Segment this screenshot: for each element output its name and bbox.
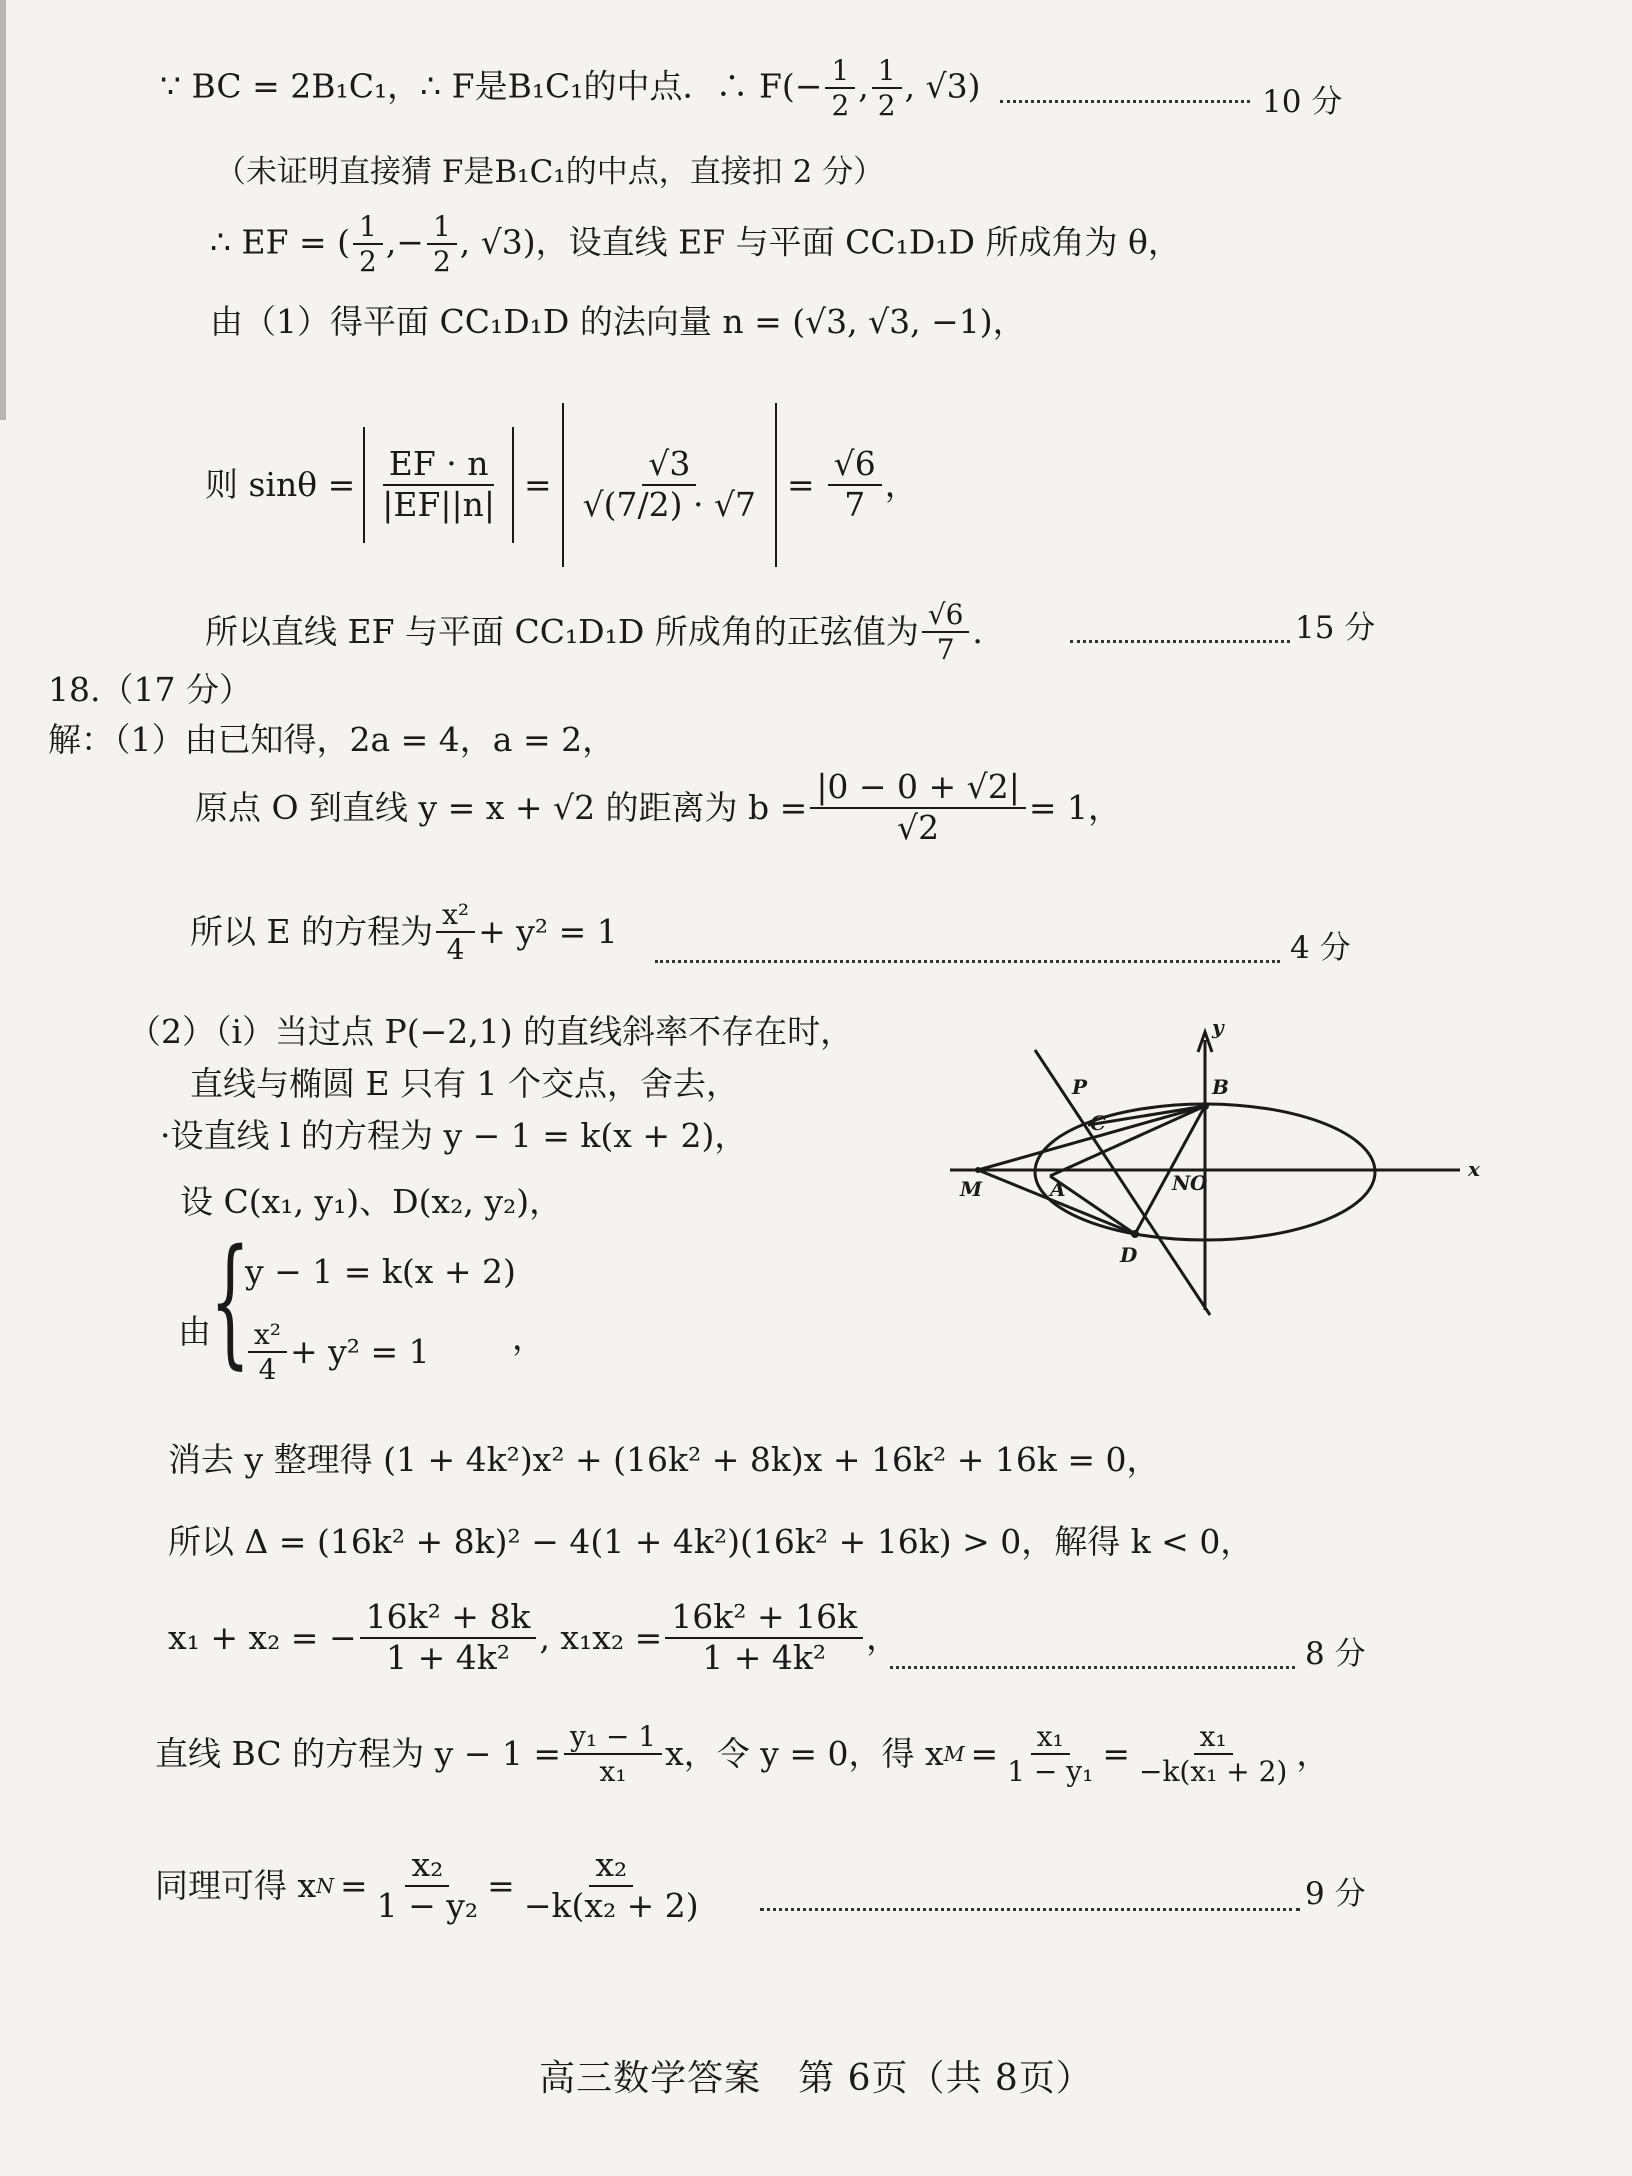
line-one-intersection: 直线与椭圆 E 只有 1 个交点，舍去，	[190, 1064, 740, 1103]
line-sin-theta: 则 sinθ = $\frac{EF \cdot n}{|EF||n|}$ = $\frac{√3}{√(7/2) \cdot √7}$ = $\frac{√6}{7}$ ，	[205, 400, 918, 570]
score-9: 9 分	[1305, 1876, 1366, 1912]
point-b	[1201, 1102, 1209, 1110]
label-n: N	[1172, 1171, 1191, 1195]
part-2-i-case: （2）（i）当过点 P(−2,1) 的直线斜率不存在时，	[128, 1012, 854, 1051]
score-4: 4 分	[1290, 930, 1351, 966]
line-set-l: ·设直线 l 的方程为 y − 1 = k(x + 2)，	[160, 1116, 748, 1155]
question-18-header: 18.（17 分）	[48, 670, 252, 709]
score-8: 8 分	[1305, 1636, 1366, 1672]
line-conclusion-17: 所以直线 EF 与平面 CC₁D₁D 所成角的正弦值为 $\frac{√6}{7}$ ．	[205, 598, 1006, 667]
scan-edge	[0, 0, 6, 420]
line-normal-vector: 由（1）得平面 CC₁D₁D 的法向量 n = (√3, √3, −1)，	[210, 302, 1026, 341]
line-xn: 同理可得 x N = $\frac{\text{x₂}}{\text{1 − y₂}}$ = $\frac{\text{x₂}}{\text{−k(x₂ + 2)}}$	[155, 1845, 699, 1925]
solution-part-1: 解：（1）由已知得，2a = 4，a = 2，	[48, 720, 616, 759]
frac-half: $\frac{1}{2}$	[825, 56, 855, 121]
label-a: A	[1050, 1177, 1066, 1201]
line-discriminant: 所以 Δ = (16k² + 8k)² − 4(1 + 4k²)(16k² + 16k) > 0，解得 k < 0，	[168, 1522, 1254, 1561]
line-distance-b: 原点 O 到直线 y = x + √2 的距离为 b = $\frac{|0 - 0 + √2|}{√2}$ = 1，	[195, 767, 1121, 847]
label-d: D	[1120, 1243, 1138, 1267]
leader-dots	[1070, 640, 1290, 643]
label-c: C	[1090, 1111, 1106, 1135]
label-y: y	[1212, 1015, 1224, 1039]
point-d	[1131, 1230, 1139, 1238]
score-15: 15 分	[1295, 610, 1376, 646]
label-x: x	[1468, 1157, 1480, 1181]
line-bc-equation: 直线 BC 的方程为 y − 1 = $\frac{\text{y₁ − 1}}{\text{x₁}}$ x，令 y = 0，得 x M = $\frac{\text{x₁}}{\text{1 − y₁}}$ = $\frac{\text{x₁}}{\text{−k(x₁ + 2)}}$ ，	[155, 1720, 1330, 1789]
page-footer: 高三数学答案 第 6页（共 8页）	[539, 2058, 1093, 2099]
line-bc-midpoint: ∵ BC = 2B₁C₁，∴ F是B₁C₁的中点．∴ F(− $\frac{1}{2}$ , $\frac{1}{2}$ , √3)	[160, 54, 981, 123]
line-ellipse-equation: 所以 E 的方程为 $\frac{\text{x²}}{4}$ + y² = 1	[190, 898, 618, 967]
frac-half-2: $\frac{1}{2}$	[872, 56, 902, 121]
line-eliminate-y: 消去 y 整理得 (1 + 4k²)x² + (16k² + 8k)x + 16k² + 16k = 0，	[168, 1440, 1160, 1479]
leader-dots	[1000, 100, 1250, 103]
score-10: 10 分	[1262, 84, 1343, 120]
label-p: P	[1072, 1075, 1088, 1099]
ellipse-figure	[940, 1010, 1500, 1320]
leader-dots	[890, 1666, 1295, 1669]
text: , √3)	[904, 66, 981, 106]
system-eq-1: y − 1 = k(x + 2)	[245, 1252, 516, 1291]
line-set-cd: 设 C(x₁, y₁)、D(x₂, y₂)，	[180, 1182, 563, 1221]
comma: ，	[512, 1318, 545, 1357]
note-deduction: （未证明直接猜 F是B₁C₁的中点，直接扣 2 分）	[215, 154, 885, 190]
line-ef-vector: ∴ EF = ( $\frac{1}{2}$ ,− $\frac{1}{2}$ , √3)，设直线 EF 与平面 CC₁D₁D 所成角为 θ，	[210, 210, 1181, 279]
system-brace: {	[210, 1220, 251, 1383]
line-ab	[1050, 1106, 1205, 1176]
label-m: M	[960, 1177, 983, 1201]
system-eq-2: $\frac{\text{x²}}{4}$ + y² = 1	[245, 1320, 430, 1385]
text-you: 由	[178, 1312, 211, 1351]
line-vieta: x₁ + x₂ = − $\frac{\text{16k² + 8k}}{\text{1 + 4k²}}$ , x₁x₂ = $\frac{\text{16k² + 16k}}{\text{1 + 4k²}}$ ，	[168, 1597, 900, 1677]
label-o: O	[1190, 1171, 1208, 1195]
text: ∵ BC = 2B₁C₁，∴ F是B₁C₁的中点．∴ F(−	[160, 66, 823, 106]
leader-dots	[760, 1908, 1300, 1911]
label-b: B	[1212, 1075, 1229, 1099]
point-m	[975, 1167, 981, 1173]
leader-dots	[655, 960, 1280, 963]
